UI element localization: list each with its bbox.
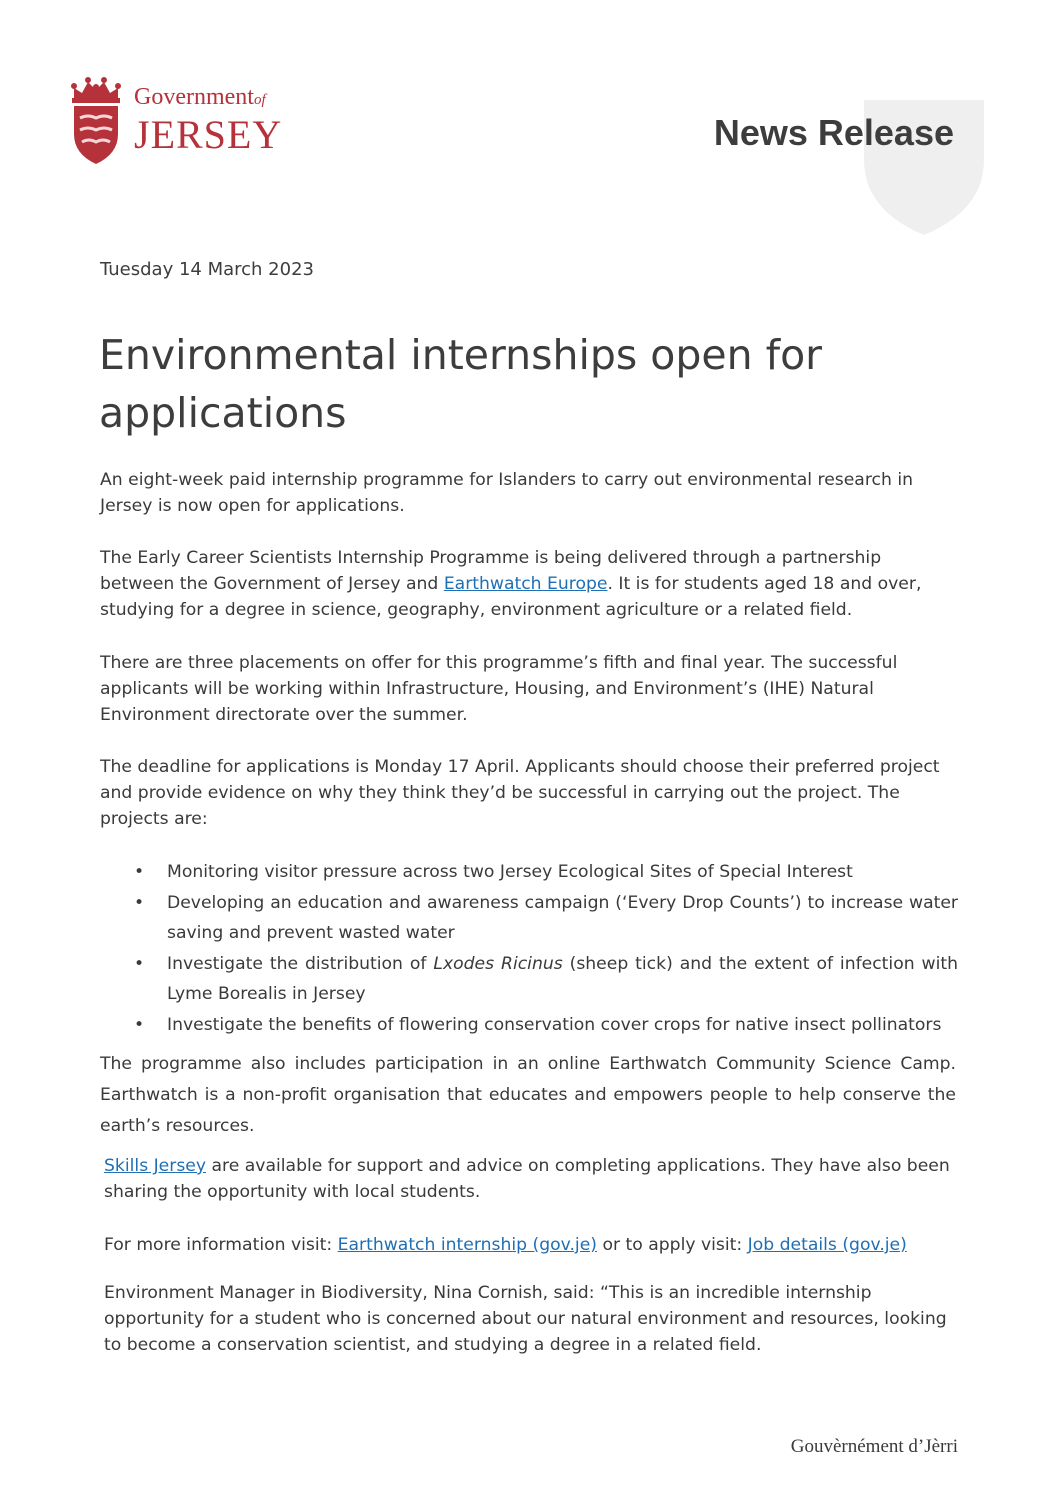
more-info-label: For more information visit:	[104, 1235, 338, 1255]
project-3-species-name: Lxodes Ricinus	[433, 953, 563, 974]
paragraph-intro: An eight-week paid internship programme for Islanders to carry out environmental research in Jersey is now open for applications.	[100, 470, 913, 516]
project-1-text: Monitoring visitor pressure across two Jersey Ecological Sites of Special Interest	[167, 862, 853, 882]
job-details-link[interactable]: Job details (gov.je)	[747, 1235, 907, 1255]
release-date: Tuesday 14 March 2023	[100, 259, 314, 280]
projects-list	[100, 857, 958, 1040]
paragraph-more-info	[104, 1232, 964, 1258]
project-2-text: Developing an education and awareness campaign (‘Every Drop Counts’) to increase water saving and prevent wasted water	[167, 892, 958, 943]
logo-government-text: Government	[134, 84, 254, 110]
paragraph-deadline: The deadline for applications is Monday 17 April. Applicants should choose their preferred project and provide evidence on why they think they’d be successful in carrying out the project. The projects are:	[100, 757, 940, 829]
list-item	[100, 857, 958, 888]
paragraph-partnership-text-1: The Early Career Scientists Internship Programme is being delivered through a partnership between the Government of Jersey and	[100, 548, 882, 594]
paragraph-quote: Environment Manager in Biodiversity, Nina Cornish, said: “This is an incredible internship opportunity for a student who is concerned about our natural environment and resources, looking to become a conservation scientist, and studying a degree in a related field.	[104, 1283, 947, 1355]
jersey-crest-icon	[68, 76, 124, 166]
skills-jersey-link[interactable]: Skills Jersey	[104, 1156, 207, 1176]
bullet-icon: •	[134, 1014, 145, 1035]
bullet-icon: •	[134, 953, 145, 974]
paragraph-partnership-text-2: . It is for students aged 18 and over, studying for a degree in science, geography, environment agriculture or a related field.	[100, 574, 922, 620]
bullet-icon: •	[134, 892, 145, 913]
paragraph-partnership	[100, 545, 960, 623]
footer-jerriais-name: Gouvèrnément d’Jèrri	[790, 1436, 958, 1457]
list-item	[100, 949, 958, 1010]
paragraph-science-camp: The programme also includes participation in an online Earthwatch Community Science Camp. Earthwatch is a non-profit organisation that educates and empowers people to help conserve the earth’s resources.	[100, 1054, 956, 1136]
logo-jersey-text: JERSEY	[134, 112, 283, 157]
project-3-text-2: (sheep tick) and the extent of infection with Lyme Borealis in Jersey	[167, 953, 958, 1004]
earthwatch-europe-link[interactable]: Earthwatch Europe	[443, 574, 608, 594]
logo-wordmark	[134, 84, 282, 157]
paragraph-skills-jersey	[104, 1153, 960, 1205]
logo-line-government	[134, 84, 282, 113]
news-release-title: News Release	[713, 112, 954, 153]
list-item	[100, 888, 958, 949]
project-3-text-1: Investigate the distribution of	[167, 953, 434, 974]
government-of-jersey-logo	[68, 76, 308, 166]
paragraph-placements: There are three placements on offer for this programme’s fifth and final year. The successful applicants will be working within Infrastructure, Housing, and Environment’s (IHE) Natural Environment directorate over the summer.	[100, 653, 898, 725]
paragraph-skills-jersey-text: are available for support and advice on completing applications. They have also been sharing the opportunity with local students.	[104, 1156, 950, 1202]
bullet-icon: •	[134, 862, 145, 882]
list-item	[100, 1010, 958, 1041]
page-title: Environmental internships open for applications	[99, 331, 823, 437]
project-4-text: Investigate the benefits of flowering conservation cover crops for native insect pollinators	[167, 1014, 942, 1035]
apply-label: or to apply visit:	[597, 1235, 748, 1255]
earthwatch-internship-link[interactable]: Earthwatch internship (gov.je)	[337, 1235, 597, 1255]
logo-of-text: of	[253, 92, 266, 108]
